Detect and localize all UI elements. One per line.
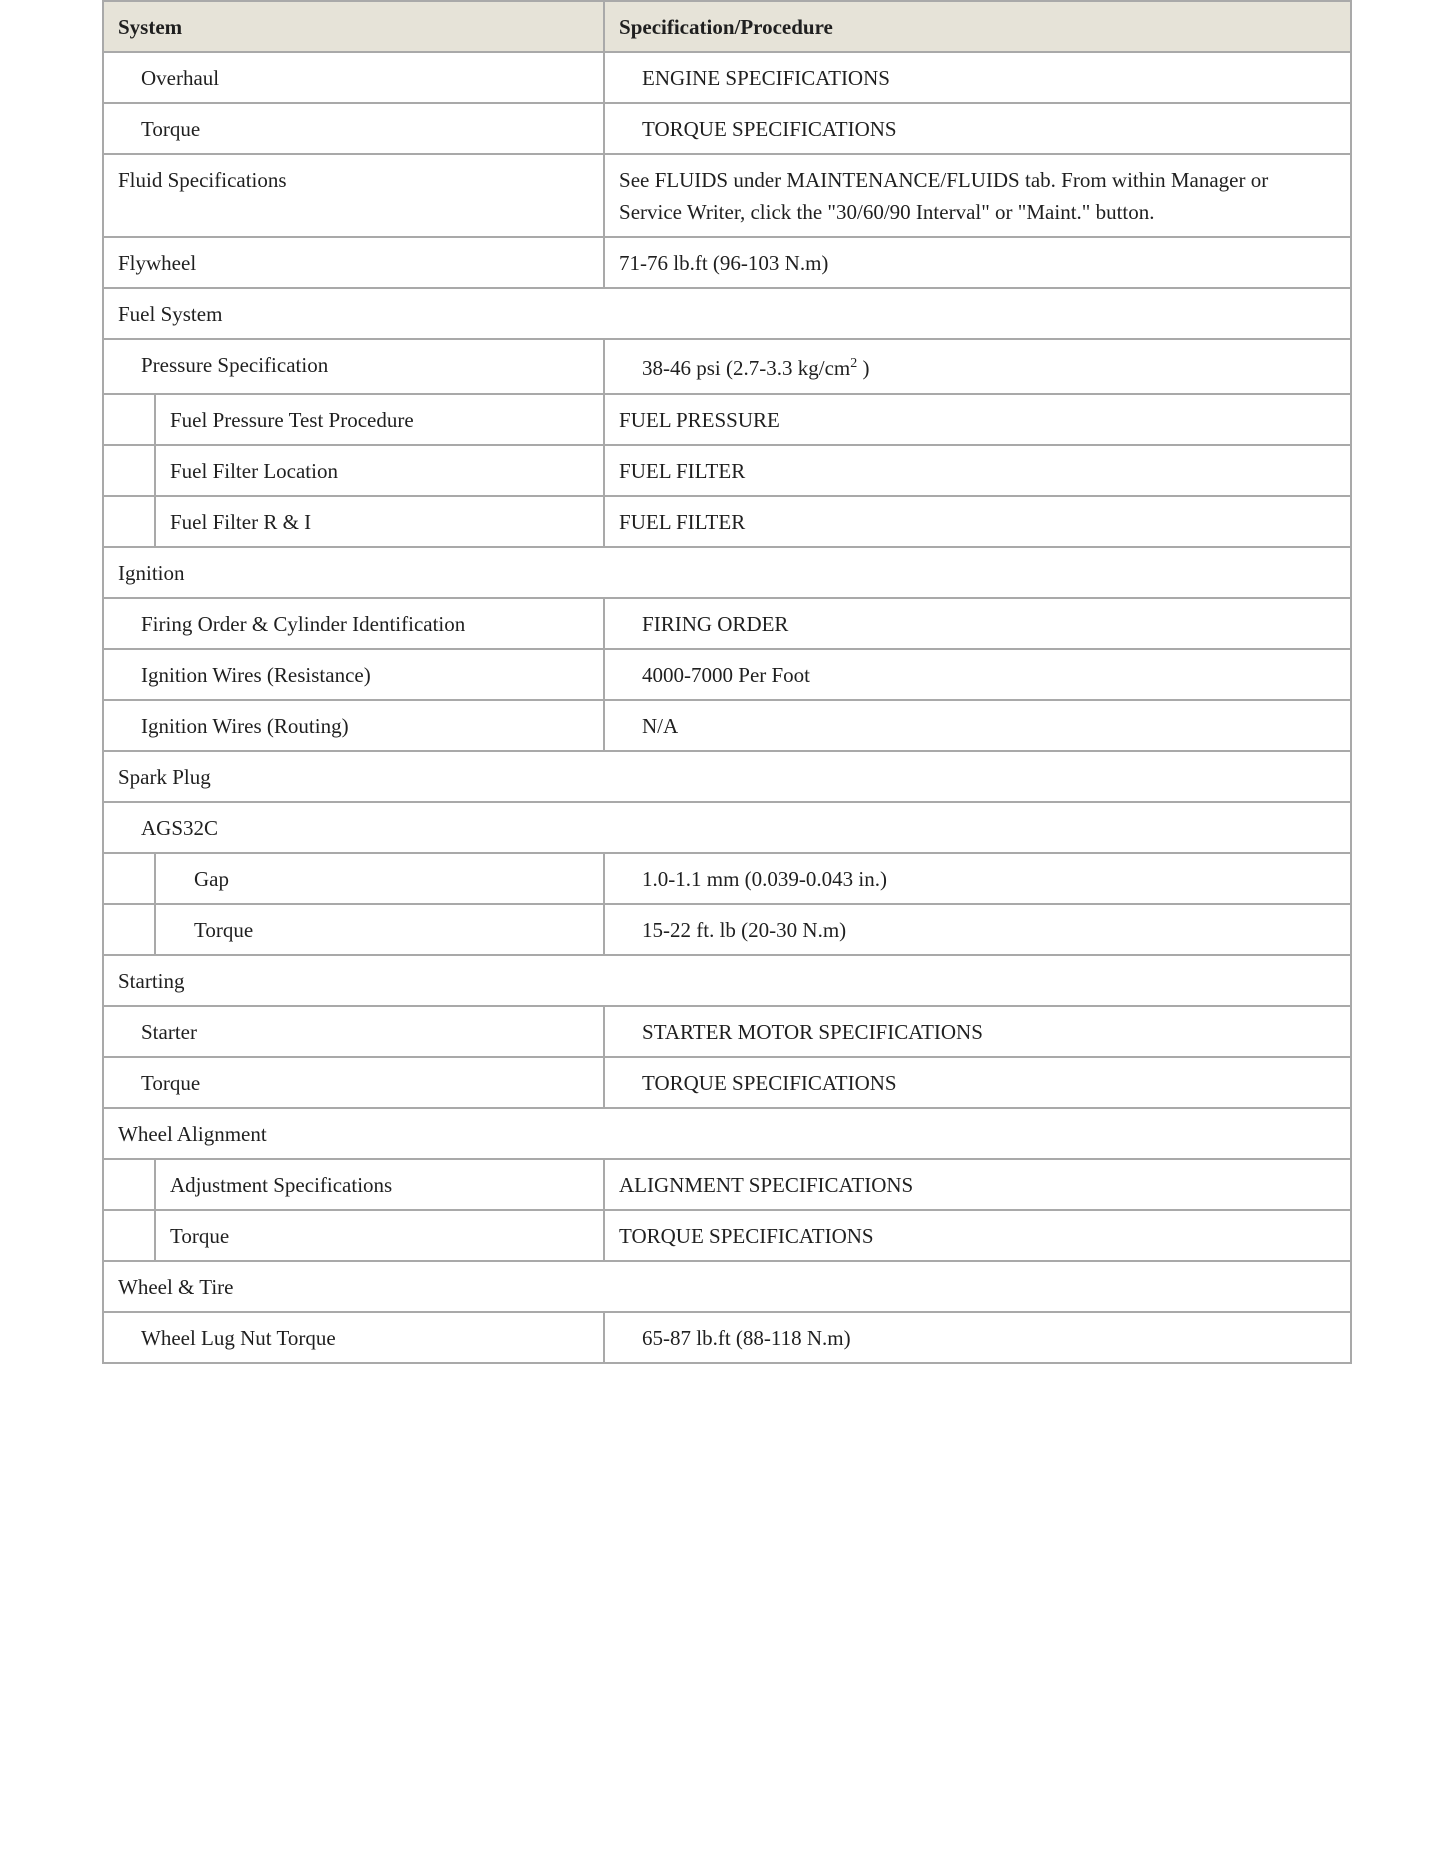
system-cell: Torque xyxy=(155,904,604,955)
table-header-row xyxy=(103,1,1351,52)
indent-cell xyxy=(103,445,155,496)
spec-value: 38-46 psi (2.7-3.3 kg/cm xyxy=(642,356,851,380)
indent-cell xyxy=(103,1159,155,1210)
spec-cell: FIRING ORDER xyxy=(604,598,1351,649)
table-row xyxy=(103,445,1351,496)
table-row xyxy=(103,700,1351,751)
system-cell: Fluid Specifications xyxy=(103,154,604,237)
table-row xyxy=(103,649,1351,700)
system-cell: Pressure Specification xyxy=(103,339,604,394)
system-cell: Torque xyxy=(103,1057,604,1108)
table-row xyxy=(103,1057,1351,1108)
system-cell: Gap xyxy=(155,853,604,904)
system-cell: Fuel Pressure Test Procedure xyxy=(155,394,604,445)
table-row xyxy=(103,853,1351,904)
spec-cell: 65-87 lb.ft (88-118 N.m) xyxy=(604,1312,1351,1363)
system-cell: Wheel Lug Nut Torque xyxy=(103,1312,604,1363)
section-heading-cell: Spark Plug xyxy=(103,751,1351,802)
spec-cell: FUEL FILTER xyxy=(604,445,1351,496)
system-cell: Firing Order & Cylinder Identification xyxy=(103,598,604,649)
table-row xyxy=(103,1159,1351,1210)
spec-column-header: Specification/Procedure xyxy=(604,1,1351,52)
system-cell: Ignition Wires (Resistance) xyxy=(103,649,604,700)
section-row xyxy=(103,547,1351,598)
table-row xyxy=(103,103,1351,154)
indent-cell xyxy=(103,496,155,547)
table-row xyxy=(103,154,1351,237)
section-row xyxy=(103,751,1351,802)
spec-cell: ENGINE SPECIFICATIONS xyxy=(604,52,1351,103)
system-cell: Overhaul xyxy=(103,52,604,103)
spec-cell: 15-22 ft. lb (20-30 N.m) xyxy=(604,904,1351,955)
spec-cell: STARTER MOTOR SPECIFICATIONS xyxy=(604,1006,1351,1057)
table-row xyxy=(103,1210,1351,1261)
section-heading-cell: Wheel Alignment xyxy=(103,1108,1351,1159)
indent-cell xyxy=(103,1210,155,1261)
section-heading-cell: Ignition xyxy=(103,547,1351,598)
spec-cell: N/A xyxy=(604,700,1351,751)
indent-cell xyxy=(103,904,155,955)
section-heading-cell: Fuel System xyxy=(103,288,1351,339)
table-row xyxy=(103,339,1351,394)
table-row xyxy=(103,394,1351,445)
spec-cell: FUEL FILTER xyxy=(604,496,1351,547)
spec-cell: ALIGNMENT SPECIFICATIONS xyxy=(604,1159,1351,1210)
indent-cell xyxy=(103,853,155,904)
spec-cell: 4000-7000 Per Foot xyxy=(604,649,1351,700)
system-cell: Flywheel xyxy=(103,237,604,288)
superscript-2: 2 xyxy=(850,356,858,371)
spec-cell: TORQUE SPECIFICATIONS xyxy=(604,103,1351,154)
spec-value-end: ) xyxy=(857,356,870,380)
table-row xyxy=(103,496,1351,547)
system-column-header: System xyxy=(103,1,604,52)
spec-cell: 71-76 lb.ft (96-103 N.m) xyxy=(604,237,1351,288)
system-cell: Torque xyxy=(155,1210,604,1261)
system-cell: Fuel Filter Location xyxy=(155,445,604,496)
table-row xyxy=(103,904,1351,955)
spec-cell: TORQUE SPECIFICATIONS xyxy=(604,1057,1351,1108)
table-row xyxy=(103,237,1351,288)
section-row xyxy=(103,288,1351,339)
subsection-heading-cell: AGS32C xyxy=(103,802,1351,853)
subsection-row xyxy=(103,802,1351,853)
section-heading-cell: Wheel & Tire xyxy=(103,1261,1351,1312)
section-row xyxy=(103,1261,1351,1312)
spec-cell: TORQUE SPECIFICATIONS xyxy=(604,1210,1351,1261)
system-cell: Fuel Filter R & I xyxy=(155,496,604,547)
spec-cell: 1.0-1.1 mm (0.039-0.043 in.) xyxy=(604,853,1351,904)
system-cell: Adjustment Specifications xyxy=(155,1159,604,1210)
indent-cell xyxy=(103,394,155,445)
section-row xyxy=(103,955,1351,1006)
section-heading-cell: Starting xyxy=(103,955,1351,1006)
table-row xyxy=(103,52,1351,103)
section-row xyxy=(103,1108,1351,1159)
specifications-table xyxy=(102,0,1352,1364)
system-cell: Starter xyxy=(103,1006,604,1057)
system-cell: Ignition Wires (Routing) xyxy=(103,700,604,751)
table-row xyxy=(103,1006,1351,1057)
spec-cell xyxy=(604,339,1351,394)
spec-cell: See FLUIDS under MAINTENANCE/FLUIDS tab. From within Manager or Service Writer, click the "30/60/90 Interval" or "Maint." button. xyxy=(604,154,1351,237)
table-row xyxy=(103,1312,1351,1363)
system-cell: Torque xyxy=(103,103,604,154)
table-row xyxy=(103,598,1351,649)
spec-cell: FUEL PRESSURE xyxy=(604,394,1351,445)
